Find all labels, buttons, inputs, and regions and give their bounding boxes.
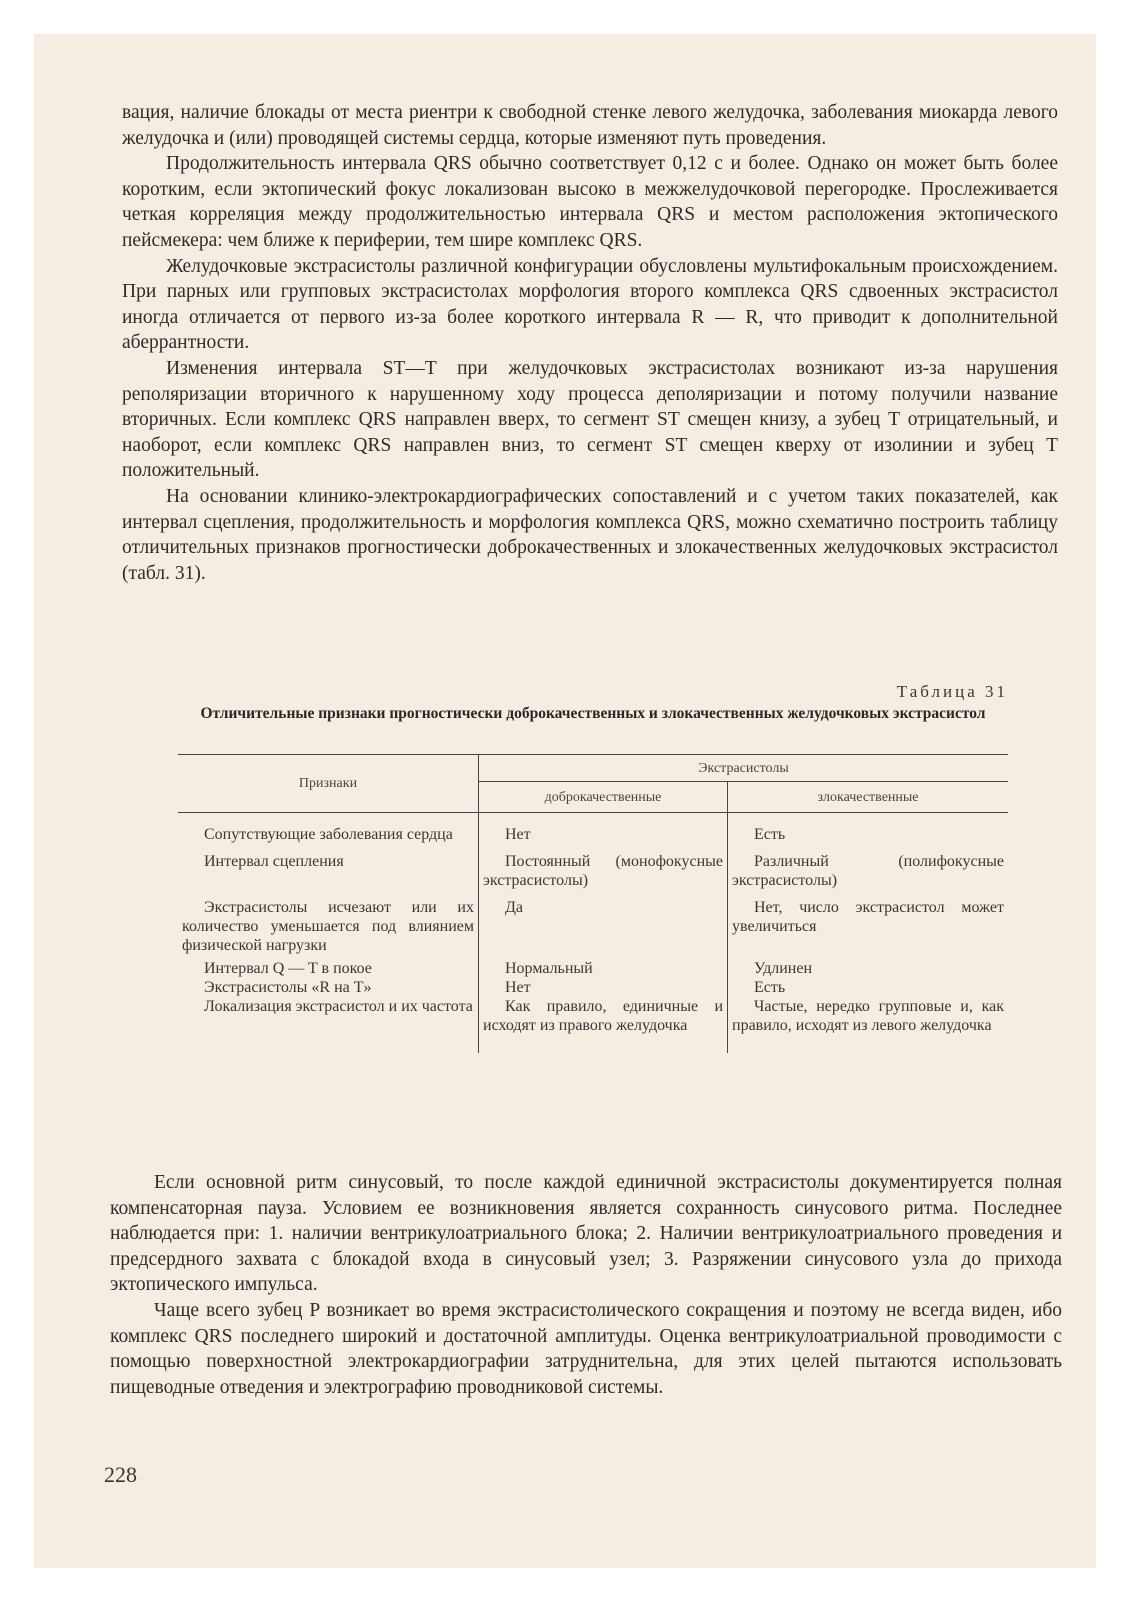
cell-malignant: Есть [754, 826, 786, 843]
paragraph: вация, наличие блокады от места риентри к свободной стенке левого желудочка, заболевания миокарда левого желудочка и (или) проводящей системы сердца, которые изменяют путь проведения. [122, 102, 1058, 149]
cell-benign: Постоянный (монофокусные экстрасистолы) [483, 853, 723, 889]
header-signs: Признаки [178, 755, 479, 813]
table-row [178, 890, 1008, 955]
scanned-page [34, 34, 1096, 1568]
paragraph: Если основной ритм синусовый, то после каждой единичной экстрасистолы документируется полная компенсаторная пауза. Условием ее возникновения является сохранность синусового ритма. Последнее наблюдается при: 1. наличии вентрикулоатриального блока; 2. Наличии вентрикулоатриального проведения и предсердного захвата с блокадой входа в синусовый узел; 3. Разряжении синусового узла до прихода эктопического импульса. [110, 1172, 1062, 1296]
paragraph: Чаще всего зубец P возникает во время экстрасистолического сокращения и поэтому не всегда виден, ибо комплекс QRS последнего широкий и достаточной амплитуды. Оценка вентрикулоатриальной проводимости с помощью поверхностной электрокардиографии затруднительна, для этих целей пытаются использовать пищеводные отведения и электрографию проводниковой системы. [110, 1299, 1062, 1398]
cell-benign: Нет [505, 826, 531, 843]
cell-sign: Экстрасистолы «R на T» [204, 979, 372, 996]
table-row [178, 997, 1008, 1053]
cell-benign: Нормальный [505, 960, 593, 977]
cell-malignant: Частые, нередко групповые и, как правило, исходят из левого желудочка [732, 998, 1004, 1034]
cell-sign: Интервал Q — T в покое [204, 960, 372, 977]
header-benign: доброкачественные [479, 782, 728, 813]
cell-benign: Нет [505, 979, 531, 996]
page-number: 228 [104, 1462, 137, 1487]
table-caption [178, 682, 1008, 724]
cell-malignant: Удлинен [754, 960, 812, 977]
table-row [178, 813, 1008, 845]
table-title: Отличительные признаки прогностически доброкачественных и злокачественных желудочковых экстрасистол [200, 705, 986, 722]
paragraph: На основании клинико-электрокардиографических сопоставлений и с учетом таких показателей, как интервал сцепления, продолжительность и морфология комплекса QRS, можно схематично построить таблицу отличительных признаков прогностически доброкачественных и злокачественных желудочковых экстрасистол (табл. 31). [122, 485, 1058, 584]
header-malignant: злокачественные [728, 782, 1009, 813]
header-extrasystoles: Экстрасистолы [479, 755, 1009, 782]
table-number: Таблица 31 [896, 682, 1008, 701]
table-row [178, 955, 1008, 978]
cell-sign: Экстрасистолы исчезают или их количество уменьшается под влиянием физической нагрузки [182, 899, 474, 954]
bottom-text-block [110, 1170, 1062, 1400]
paragraph: Изменения интервала ST—T при желудочковых экстрасистолах возникают из-за нарушения реполяризации вторичного к нарушенному ходу процесса деполяризации и потому получили название вторичных. Если комплекс QRS направлен вверх, то сегмент ST смещен книзу, а зубец T отрицательный, и наоборот, если комплекс QRS направлен вниз, то сегмент ST смещен кверху от изолинии и зубец T положительный. [122, 357, 1058, 482]
cell-benign: Да [505, 899, 524, 916]
table-row [178, 844, 1008, 890]
cell-benign: Как правило, единичные и исходят из правого желудочка [483, 998, 723, 1034]
table-row [178, 978, 1008, 997]
cell-malignant: Различный (полифокусные экстрасистолы) [732, 853, 1004, 889]
cell-malignant: Есть [754, 979, 786, 996]
paragraph: Продолжительность интервала QRS обычно соответствует 0,12 с и более. Однако он может быть более коротким, если эктопический фокус локализован высоко в межжелудочковой перегородке. Прослеживается четкая корреляция между продолжительностью интервала QRS и местом расположения эктопического пейсмекера: чем ближе к периферии, тем шире комплекс QRS. [122, 153, 1058, 251]
cell-sign: Сопутствующие заболевания сердца [204, 826, 453, 843]
cell-sign: Локализация экстрасистол и их частота [204, 998, 473, 1015]
paragraph: Желудочковые экстрасистолы различной конфигурации обусловлены мультифокальным происхождением. При парных или групповых экстрасистолах морфология второго комплекса QRS сдвоенных экстрасистол иногда отличается от первого из-за более короткого интервала R — R, что приводит к дополнительной аберрантности. [122, 255, 1058, 354]
top-text-block [122, 100, 1058, 586]
cell-malignant: Нет, число экстрасистол может увеличиться [732, 899, 1004, 935]
comparison-table [178, 754, 1008, 1053]
cell-sign: Интервал сцепления [204, 853, 344, 870]
